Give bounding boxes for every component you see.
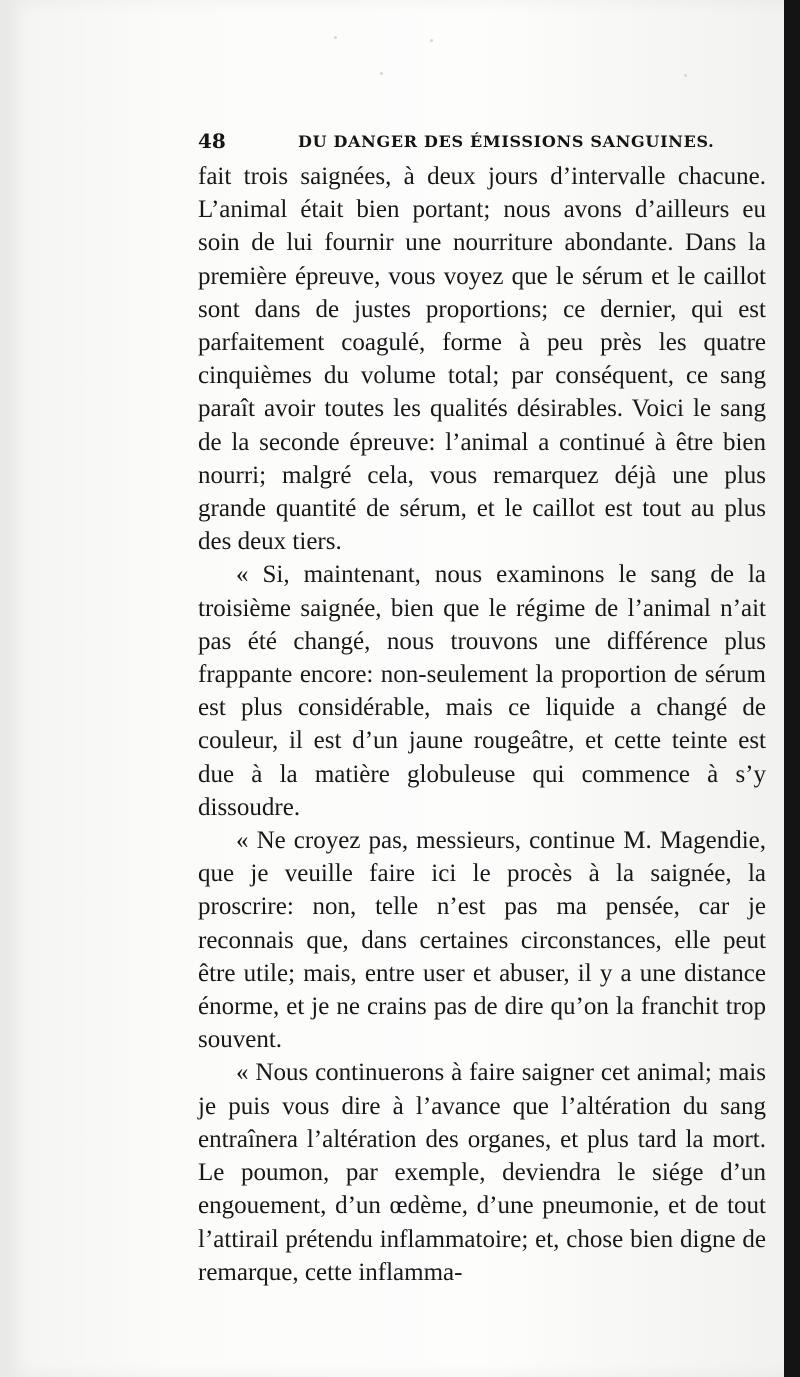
body-text <box>198 160 766 1289</box>
paper-speck <box>334 36 337 39</box>
paper-speck <box>430 39 433 42</box>
paragraph: fait trois saignées, à deux jours d’intervalle chacune. L’animal était bien portant; nous avons d’ailleurs eu soin de lui fournir une nourriture abondante. Dans la première épreuve, vous voyez que le sérum et le caillot sont dans de justes proportions; ce dernier, qui est parfaitement coagulé, forme à peu près les quatre cinquièmes du volume total; par conséquent, ce sang paraît avoir toutes les qualités désirables. Voici le sang de la seconde épreuve: l’animal a continué à être bien nourri; malgré cela, vous remarquez déjà une plus grande quantité de sérum, et le caillot est tout au plus des deux tiers. <box>198 163 766 556</box>
running-head: DU DANGER DES ÉMISSIONS SANGUINES. <box>298 131 715 151</box>
scan-edge <box>784 0 800 1377</box>
paragraph: « Nous continuerons à faire saigner cet animal; mais je puis vous dire à l’avance que l’altération du sang entraînera l’altération des organes, et plus tard la mort. Le poumon, par exemple, deviendra le siége d’un engouement, d’un œdème, d’une pneumonie, et de tout l’attirail prétendu inflammatoire; et, chose bien digne de remarque, cette inflamma- <box>198 1059 766 1286</box>
book-page <box>8 0 796 1377</box>
paragraph: « Ne croyez pas, messieurs, continue M. Magendie, que je veuille faire ici le procès à la saignée, la proscrire: non, telle n’est pas ma pensée, car je reconnais que, dans certaines circonstances, elle peut être utile; mais, entre user et abuser, il y a une distance énorme, et je ne crains pas de dire qu’on la franchit trop souvent. <box>198 827 766 1054</box>
page-header <box>198 129 758 153</box>
paragraph: « Si, maintenant, nous examinons le sang de la troisième saignée, bien que le régime de l’animal n’ait pas été changé, nous trouvons une différence plus frappante encore: non-seulement la proportion de sérum est plus considérable, mais ce liquide a changé de couleur, il est d’un jaune rougeâtre, et cette teinte est due à la matière globuleuse qui commence à s’y dissoudre. <box>198 561 766 821</box>
paper-speck <box>380 72 383 75</box>
paper-speck <box>684 74 687 77</box>
page-number: 48 <box>198 129 226 153</box>
